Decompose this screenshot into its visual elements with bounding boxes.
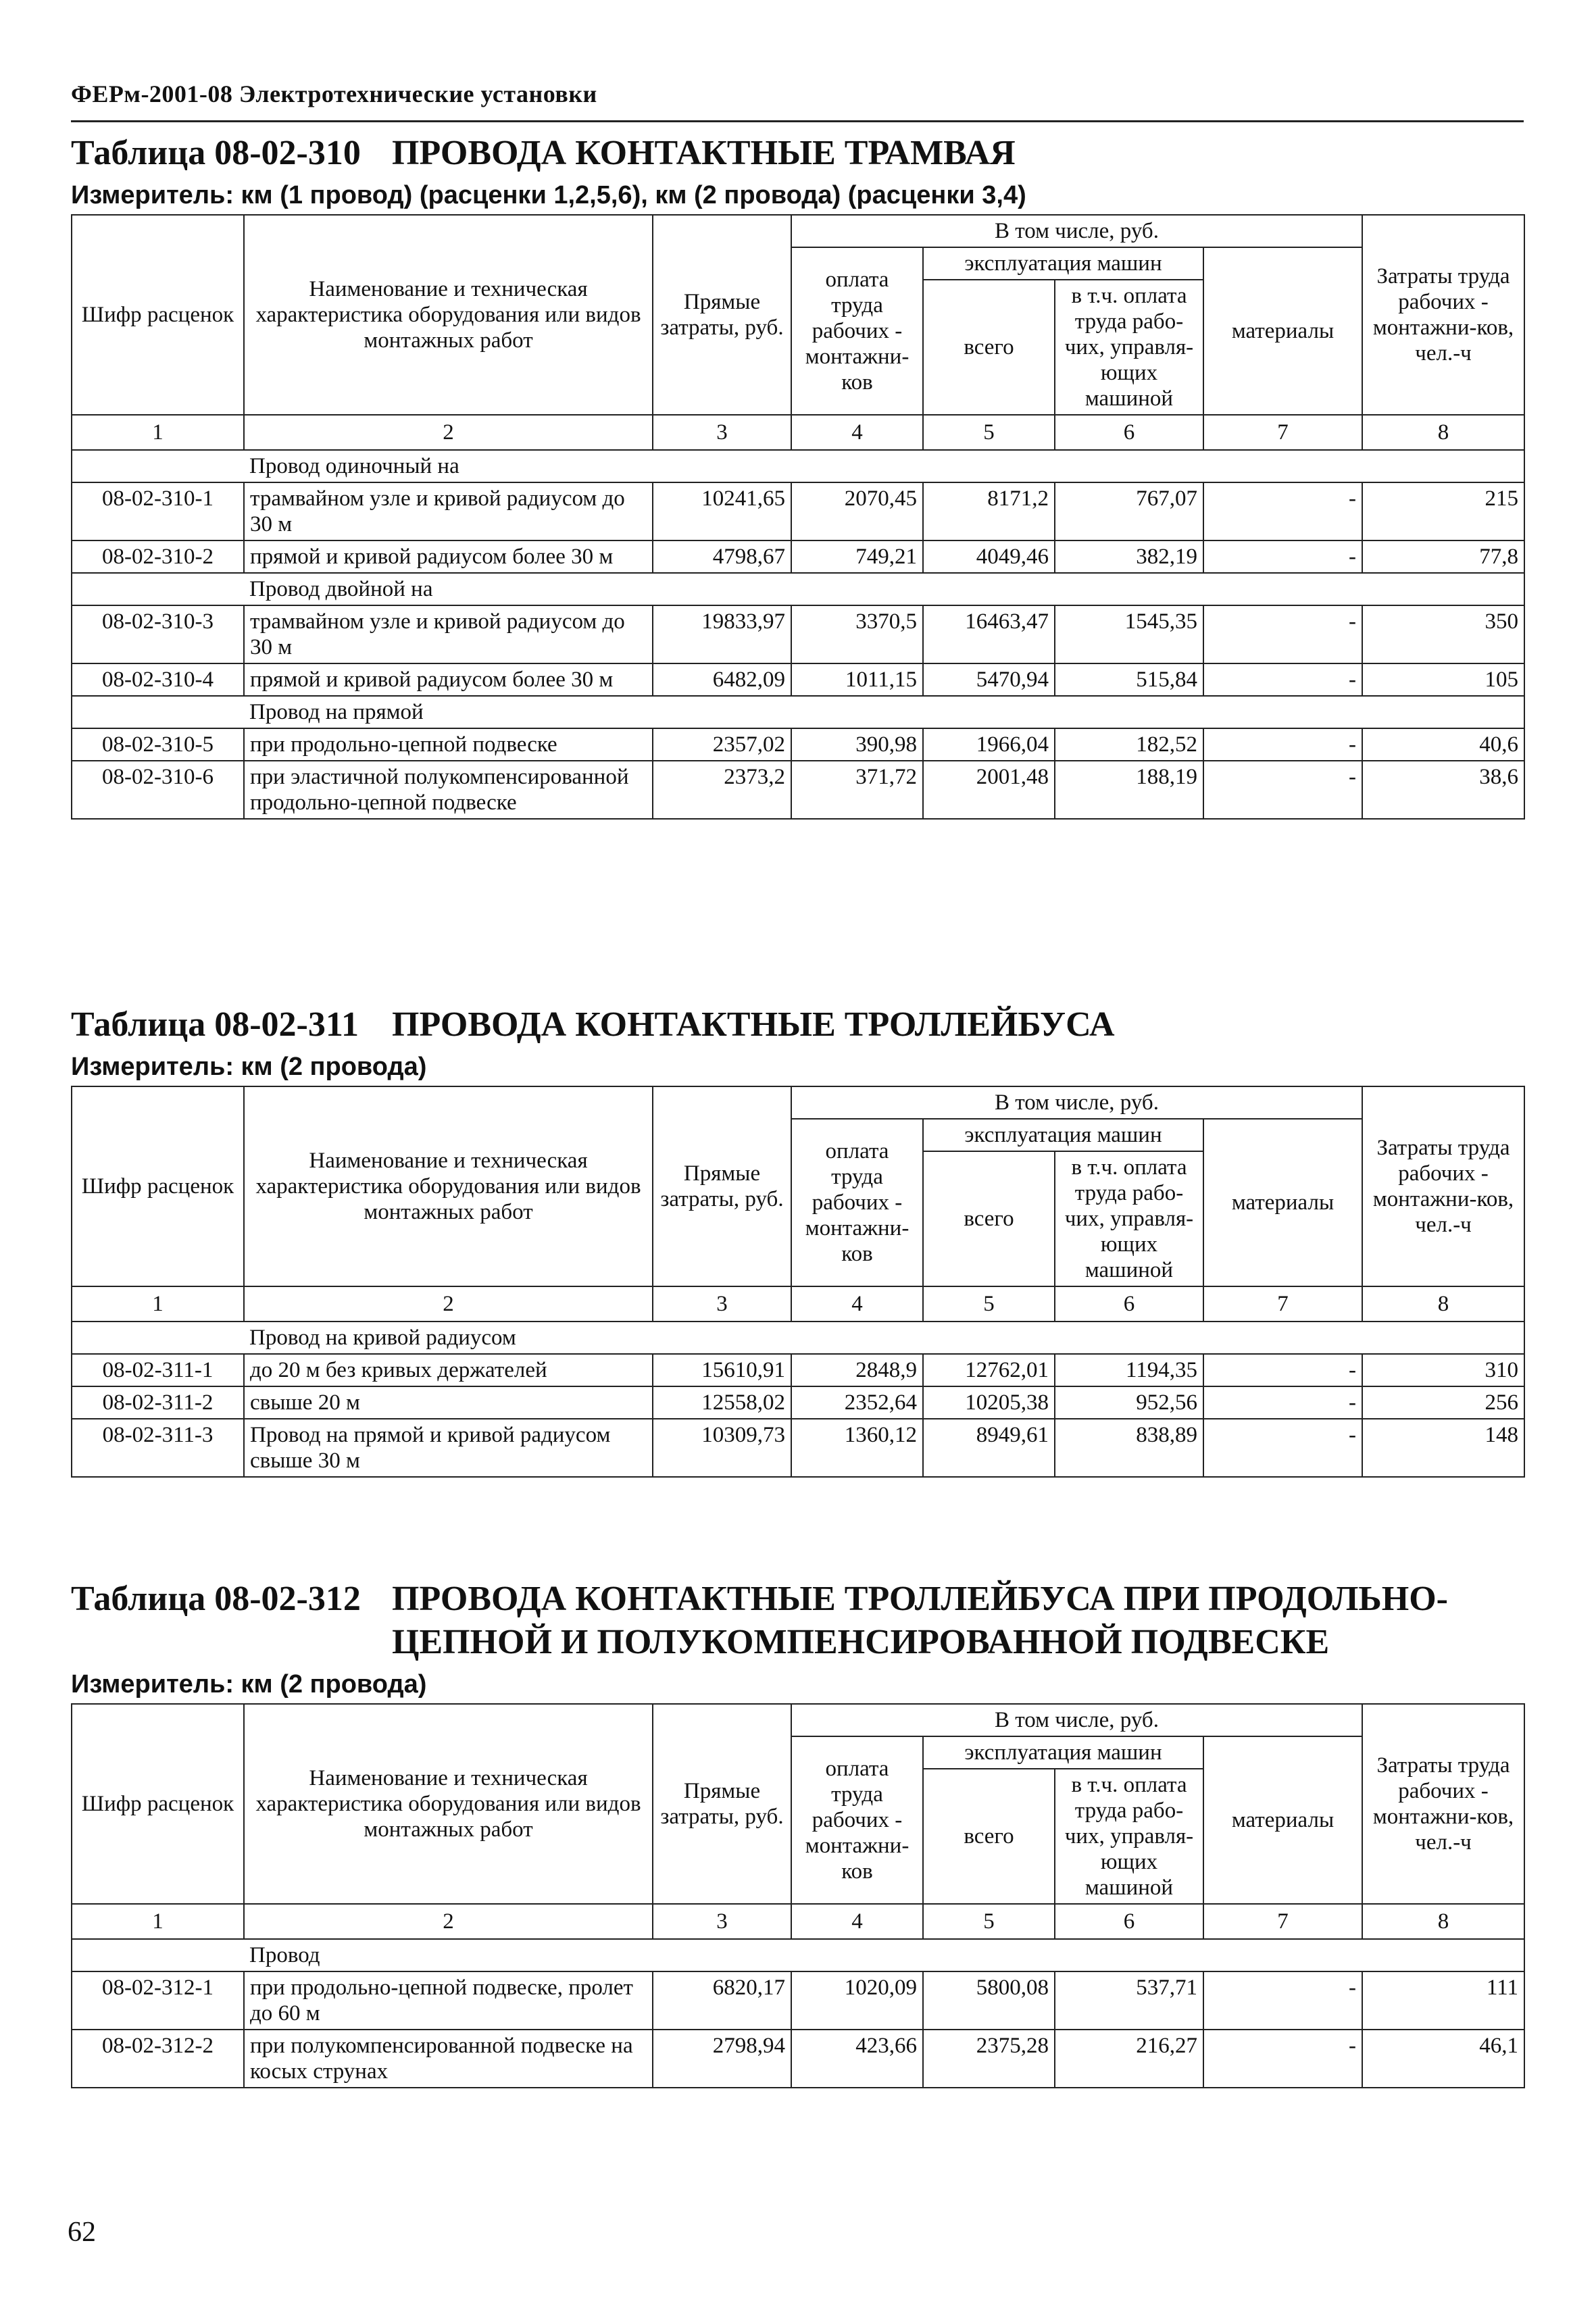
- table-block-08-02-310: [71, 132, 1524, 820]
- value-labor: 350: [1362, 605, 1524, 663]
- header-materials: материалы: [1203, 247, 1362, 415]
- value-labor: 310: [1362, 1354, 1524, 1386]
- value-direct: 6820,17: [653, 1971, 791, 2030]
- value-labor: 105: [1362, 663, 1524, 696]
- group-row: [72, 1939, 1524, 1971]
- value-mach: 2375,28: [923, 2030, 1055, 2088]
- work-description: при полукомпенсированной подвеске на косых струнах: [244, 2030, 653, 2088]
- table-title: ПРОВОДА КОНТАКТНЫЕ ТРАМВАЯ: [392, 134, 1016, 172]
- header-wages: оплата труда рабочих - монтажни-ков: [791, 1736, 923, 1904]
- header-labor: Затраты труда рабочих - монтажни-ков, чел.-ч: [1362, 215, 1524, 415]
- header-labor: Затраты труда рабочих - монтажни-ков, чел.-ч: [1362, 1086, 1524, 1286]
- rate-code: 08-02-310-4: [72, 663, 244, 696]
- table-number: Таблица 08-02-310: [71, 134, 361, 172]
- column-number: 3: [653, 1904, 791, 1939]
- table-row: [72, 1354, 1524, 1386]
- table-heading: [71, 1578, 1524, 1664]
- table-number: Таблица 08-02-312: [71, 1580, 361, 1618]
- value-wages: 2848,9: [791, 1354, 923, 1386]
- unit-of-measure: Измеритель: км (2 провода): [71, 1053, 427, 1081]
- table-row: [72, 605, 1524, 663]
- column-number: 2: [244, 1286, 653, 1322]
- rate-code: 08-02-310-6: [72, 761, 244, 819]
- unit-of-measure: Измеритель: км (1 провод) (расценки 1,2,5,6), км (2 провода) (расценки 3,4): [71, 181, 1026, 209]
- header-wages: оплата труда рабочих - монтажни-ков: [791, 1119, 923, 1286]
- value-mat: -: [1203, 1386, 1362, 1419]
- header-machines-total: всего: [923, 280, 1055, 415]
- header-machine-operator-wages: в т.ч. оплата труда рабо-чих, управля-ющих машиной: [1055, 1769, 1203, 1904]
- table-block-08-02-311: [71, 1003, 1524, 1478]
- header-row: [72, 1086, 1524, 1119]
- table-row: [72, 482, 1524, 540]
- value-wages: 2352,64: [791, 1386, 923, 1419]
- value-direct: 6482,09: [653, 663, 791, 696]
- work-description: прямой и кривой радиусом более 30 м: [244, 663, 653, 696]
- value-direct: 10241,65: [653, 482, 791, 540]
- group-row: [72, 1322, 1524, 1354]
- table-row: [72, 663, 1524, 696]
- header-wages: оплата труда рабочих - монтажни-ков: [791, 247, 923, 415]
- header-including: В том числе, руб.: [791, 1086, 1362, 1119]
- column-number: 5: [923, 1904, 1055, 1939]
- header-machine-operator-wages: в т.ч. оплата труда рабо-чих, управля-ющих машиной: [1055, 280, 1203, 415]
- value-mach: 8171,2: [923, 482, 1055, 540]
- header-including: В том числе, руб.: [791, 215, 1362, 247]
- value-wages: 1020,09: [791, 1971, 923, 2030]
- value-wages: 390,98: [791, 728, 923, 761]
- group-spacer: [72, 1322, 244, 1354]
- value-mat: -: [1203, 1419, 1362, 1477]
- value-mach-wages: 1545,35: [1055, 605, 1203, 663]
- value-labor: 77,8: [1362, 540, 1524, 573]
- header-row: [72, 215, 1524, 247]
- group-row: [72, 573, 1524, 605]
- value-mat: -: [1203, 1971, 1362, 2030]
- header-rule: [71, 120, 1524, 122]
- column-number: 8: [1362, 1286, 1524, 1322]
- value-direct: 4798,67: [653, 540, 791, 573]
- value-direct: 2357,02: [653, 728, 791, 761]
- table-row: [72, 1386, 1524, 1419]
- page-number: 62: [68, 2217, 96, 2248]
- work-description: трамвайном узле и кривой радиусом до 30 м: [244, 605, 653, 663]
- group-spacer: [72, 1939, 244, 1971]
- value-mat: -: [1203, 728, 1362, 761]
- rate-code: 08-02-310-3: [72, 605, 244, 663]
- header-materials: материалы: [1203, 1119, 1362, 1286]
- value-wages: 1011,15: [791, 663, 923, 696]
- column-number-row: [72, 1286, 1524, 1322]
- header-direct-costs: Прямые затраты, руб.: [653, 215, 791, 415]
- work-description: при продольно-цепной подвеске, пролет до 60 м: [244, 1971, 653, 2030]
- work-description: трамвайном узле и кривой радиусом до 30 м: [244, 482, 653, 540]
- rate-code: 08-02-310-5: [72, 728, 244, 761]
- value-wages: 423,66: [791, 2030, 923, 2088]
- value-mach-wages: 182,52: [1055, 728, 1203, 761]
- group-spacer: [72, 450, 244, 482]
- value-mach-wages: 767,07: [1055, 482, 1203, 540]
- column-number: 8: [1362, 1904, 1524, 1939]
- group-label: Провод на кривой радиусом: [244, 1322, 1524, 1354]
- value-direct: 2373,2: [653, 761, 791, 819]
- column-number: 8: [1362, 415, 1524, 450]
- value-mach-wages: 188,19: [1055, 761, 1203, 819]
- header-name: Наименование и техническая характеристика оборудования или видов монтажных работ: [244, 1704, 653, 1904]
- rate-code: 08-02-311-2: [72, 1386, 244, 1419]
- column-number: 6: [1055, 1286, 1203, 1322]
- column-number: 7: [1203, 1904, 1362, 1939]
- value-mach-wages: 537,71: [1055, 1971, 1203, 2030]
- value-direct: 15610,91: [653, 1354, 791, 1386]
- group-row: [72, 450, 1524, 482]
- value-mach: 4049,46: [923, 540, 1055, 573]
- group-spacer: [72, 696, 244, 728]
- column-number: 4: [791, 415, 923, 450]
- value-mach-wages: 382,19: [1055, 540, 1203, 573]
- column-number: 4: [791, 1286, 923, 1322]
- column-number: 6: [1055, 1904, 1203, 1939]
- header-name: Наименование и техническая характеристика оборудования или видов монтажных работ: [244, 215, 653, 415]
- value-mat: -: [1203, 1354, 1362, 1386]
- table-title: ПРОВОДА КОНТАКТНЫЕ ТРОЛЛЕЙБУСА ПРИ ПРОДОЛЬНО-ЦЕПНОЙ И ПОЛУКОМПЕНСИРОВАННОЙ ПОДВЕСКЕ: [392, 1580, 1448, 1661]
- rate-code: 08-02-312-2: [72, 2030, 244, 2088]
- value-wages: 371,72: [791, 761, 923, 819]
- table-row: [72, 761, 1524, 819]
- value-wages: 3370,5: [791, 605, 923, 663]
- column-number: 7: [1203, 415, 1362, 450]
- group-label: Провод на прямой: [244, 696, 1524, 728]
- value-mach: 5470,94: [923, 663, 1055, 696]
- header-row: [72, 1704, 1524, 1736]
- column-number: 2: [244, 415, 653, 450]
- value-labor: 256: [1362, 1386, 1524, 1419]
- value-mat: -: [1203, 482, 1362, 540]
- group-label: Провод: [244, 1939, 1524, 1971]
- header-direct-costs: Прямые затраты, руб.: [653, 1086, 791, 1286]
- column-number: 5: [923, 1286, 1055, 1322]
- value-direct: 10309,73: [653, 1419, 791, 1477]
- rate-code: 08-02-311-3: [72, 1419, 244, 1477]
- value-mach-wages: 216,27: [1055, 2030, 1203, 2088]
- unit-of-measure: Измеритель: км (2 провода): [71, 1670, 427, 1699]
- table-row: [72, 1419, 1524, 1477]
- value-mach: 10205,38: [923, 1386, 1055, 1419]
- table-row: [72, 540, 1524, 573]
- column-number-row: [72, 415, 1524, 450]
- value-mach: 2001,48: [923, 761, 1055, 819]
- header-machines-total: всего: [923, 1769, 1055, 1904]
- value-mach-wages: 515,84: [1055, 663, 1203, 696]
- value-wages: 2070,45: [791, 482, 923, 540]
- column-number: 2: [244, 1904, 653, 1939]
- rate-code: 08-02-312-1: [72, 1971, 244, 2030]
- group-spacer: [72, 573, 244, 605]
- work-description: при продольно-цепной подвеске: [244, 728, 653, 761]
- value-mat: -: [1203, 2030, 1362, 2088]
- table-block-08-02-312: [71, 1578, 1524, 2088]
- table-row: [72, 728, 1524, 761]
- value-mach-wages: 952,56: [1055, 1386, 1203, 1419]
- header-machines: эксплуатация машин: [923, 1736, 1203, 1769]
- value-labor: 215: [1362, 482, 1524, 540]
- value-mat: -: [1203, 761, 1362, 819]
- table-heading: [71, 132, 1524, 175]
- value-mach-wages: 838,89: [1055, 1419, 1203, 1477]
- rate-code: 08-02-311-1: [72, 1354, 244, 1386]
- header-machine-operator-wages: в т.ч. оплата труда рабо-чих, управля-ющих машиной: [1055, 1151, 1203, 1286]
- work-description: до 20 м без кривых держателей: [244, 1354, 653, 1386]
- value-mat: -: [1203, 663, 1362, 696]
- column-number: 3: [653, 415, 791, 450]
- header-machines: эксплуатация машин: [923, 247, 1203, 280]
- value-labor: 46,1: [1362, 2030, 1524, 2088]
- group-row: [72, 696, 1524, 728]
- running-title: ФЕРм-2001-08 Электротехнические установки: [71, 80, 597, 107]
- column-number: 5: [923, 415, 1055, 450]
- table-row: [72, 2030, 1524, 2088]
- value-labor: 40,6: [1362, 728, 1524, 761]
- value-direct: 19833,97: [653, 605, 791, 663]
- group-label: Провод одиночный на: [244, 450, 1524, 482]
- value-labor: 111: [1362, 1971, 1524, 2030]
- value-mat: -: [1203, 605, 1362, 663]
- column-number-row: [72, 1904, 1524, 1939]
- value-mach-wages: 1194,35: [1055, 1354, 1203, 1386]
- value-wages: 749,21: [791, 540, 923, 573]
- value-mat: -: [1203, 540, 1362, 573]
- value-mach: 8949,61: [923, 1419, 1055, 1477]
- group-label: Провод двойной на: [244, 573, 1524, 605]
- value-direct: 12558,02: [653, 1386, 791, 1419]
- value-labor: 38,6: [1362, 761, 1524, 819]
- header-code: Шифр расценок: [72, 1704, 244, 1904]
- value-mach: 5800,08: [923, 1971, 1055, 2030]
- column-number: 4: [791, 1904, 923, 1939]
- header-machines-total: всего: [923, 1151, 1055, 1286]
- work-description: свыше 20 м: [244, 1386, 653, 1419]
- header-direct-costs: Прямые затраты, руб.: [653, 1704, 791, 1904]
- work-description: прямой и кривой радиусом более 30 м: [244, 540, 653, 573]
- table-row: [72, 1971, 1524, 2030]
- header-name: Наименование и техническая характеристика оборудования или видов монтажных работ: [244, 1086, 653, 1286]
- value-direct: 2798,94: [653, 2030, 791, 2088]
- table-number: Таблица 08-02-311: [71, 1005, 359, 1044]
- header-labor: Затраты труда рабочих - монтажни-ков, чел.-ч: [1362, 1704, 1524, 1904]
- column-number: 3: [653, 1286, 791, 1322]
- rates-table: [71, 1086, 1525, 1478]
- value-mach: 12762,01: [923, 1354, 1055, 1386]
- table-title: ПРОВОДА КОНТАКТНЫЕ ТРОЛЛЕЙБУСА: [392, 1005, 1115, 1044]
- table-heading: [71, 1003, 1524, 1047]
- column-number: 6: [1055, 415, 1203, 450]
- rate-code: 08-02-310-1: [72, 482, 244, 540]
- value-mach: 1966,04: [923, 728, 1055, 761]
- value-wages: 1360,12: [791, 1419, 923, 1477]
- header-code: Шифр расценок: [72, 1086, 244, 1286]
- column-number: 7: [1203, 1286, 1362, 1322]
- rates-table: [71, 214, 1525, 820]
- work-description: при эластичной полукомпенсированной продольно-цепной подвеске: [244, 761, 653, 819]
- header-materials: материалы: [1203, 1736, 1362, 1904]
- header-code: Шифр расценок: [72, 215, 244, 415]
- rate-code: 08-02-310-2: [72, 540, 244, 573]
- column-number: 1: [72, 1286, 244, 1322]
- value-labor: 148: [1362, 1419, 1524, 1477]
- column-number: 1: [72, 1904, 244, 1939]
- header-machines: эксплуатация машин: [923, 1119, 1203, 1151]
- rates-table: [71, 1703, 1525, 2088]
- column-number: 1: [72, 415, 244, 450]
- work-description: Провод на прямой и кривой радиусом свыше 30 м: [244, 1419, 653, 1477]
- value-mach: 16463,47: [923, 605, 1055, 663]
- header-including: В том числе, руб.: [791, 1704, 1362, 1736]
